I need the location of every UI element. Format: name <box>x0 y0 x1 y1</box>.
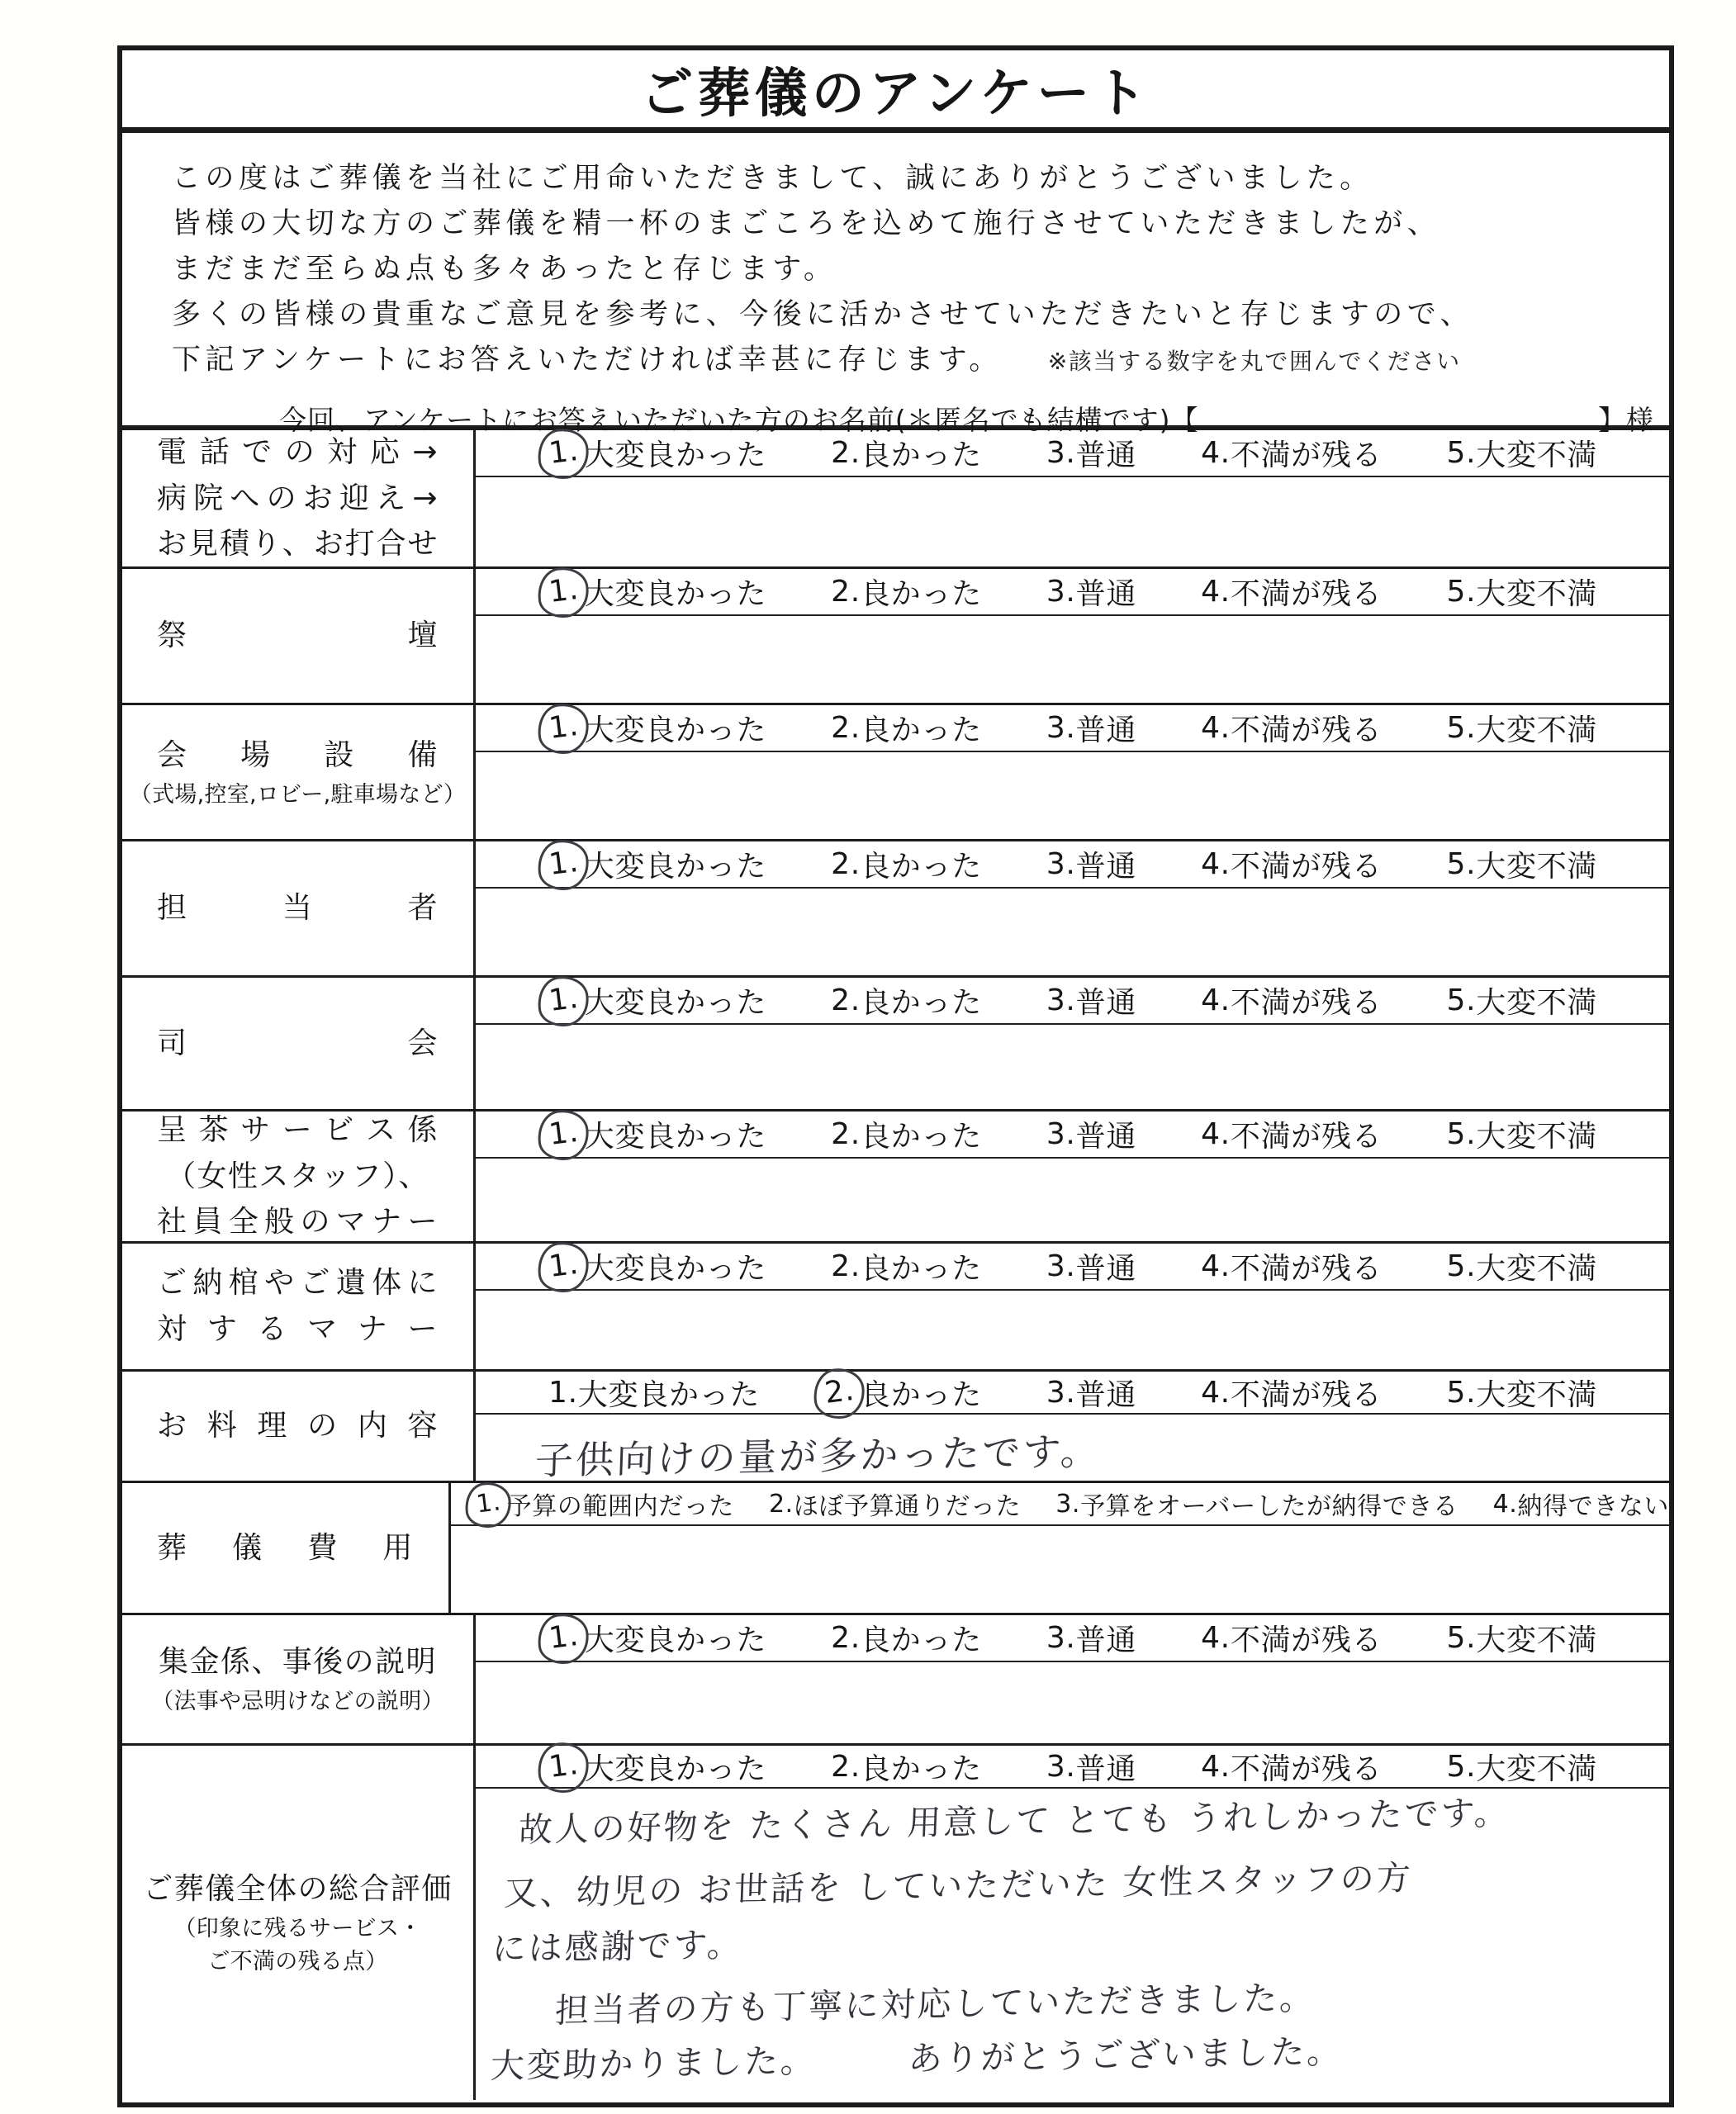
rating-label: 大変不満 <box>1476 1252 1598 1286</box>
survey-row <box>122 1241 1669 1369</box>
handwritten-comment: 又、幼児の お世話を していただいた 女性スタッフの方 <box>503 1857 1414 1914</box>
rating-option <box>1446 1113 1597 1155</box>
row-label <box>122 705 476 839</box>
rating-option <box>548 432 766 474</box>
rating-label: 大変不満 <box>1476 850 1598 884</box>
form-title-box <box>122 50 1669 133</box>
rating-option <box>1201 843 1382 885</box>
row-label-subtext: （印象に残るサービス・ <box>173 1915 422 1941</box>
handwritten-comment: 担当者の方も丁寧に対応していただきました。 <box>554 1977 1316 2031</box>
rating-option <box>831 432 982 474</box>
rating-number: 4. <box>1201 1621 1231 1655</box>
rating-label: 大変不満 <box>1476 577 1598 611</box>
row-label <box>122 1615 476 1743</box>
handdrawn-selection-circle: 1. <box>535 425 592 481</box>
rating-option <box>831 1245 982 1287</box>
row-label-line: ご葬儀全体の総合評価 <box>143 1872 453 1907</box>
rating-label: 大変良かった <box>584 1252 767 1286</box>
rating-number: 4. <box>1201 1375 1231 1410</box>
rating-number: 2. <box>831 1749 861 1784</box>
survey-row <box>122 1743 1669 2100</box>
row-label-line: （女性スタッフ）、 <box>166 1159 429 1193</box>
rating-options-line <box>476 569 1669 616</box>
rating-label: 大変良かった <box>584 1623 767 1657</box>
rating-option <box>1046 707 1136 749</box>
rating-label: 不満が残る <box>1230 1120 1383 1154</box>
rating-label: 予算の範囲内だった <box>506 1492 734 1521</box>
rating-label: 大変良かった <box>577 1377 761 1412</box>
rating-label: 大変不満 <box>1476 1751 1598 1786</box>
rating-label: 良かった <box>860 1120 982 1154</box>
handdrawn-selection-circle: 2. <box>811 1365 868 1421</box>
row-label-line: 対するマナー <box>157 1312 439 1346</box>
rating-number: 5. <box>1446 1749 1477 1784</box>
rating-option <box>548 1617 766 1659</box>
row-label <box>122 1372 476 1481</box>
handwritten-comment: 故人の好物を たくさん 用意して とても うれしかったです。 <box>518 1793 1511 1851</box>
rating-option <box>1201 1617 1382 1659</box>
rating-label: 良かった <box>860 1377 982 1412</box>
rating-number: 5. <box>1446 436 1477 470</box>
rating-label: 普通 <box>1075 713 1137 747</box>
rating-option <box>1446 432 1597 474</box>
survey-form-sheet <box>117 45 1674 2107</box>
intro-section <box>122 133 1669 436</box>
rating-option <box>1201 979 1382 1021</box>
rating-option <box>831 1746 982 1788</box>
row-label-line: 祭壇 <box>157 619 439 653</box>
rating-option <box>1446 1372 1597 1414</box>
row-label <box>122 1746 476 2100</box>
rating-option <box>1446 1617 1597 1659</box>
row-label-line: ご納棺やご遺体に <box>157 1266 439 1301</box>
survey-rows <box>122 430 1669 2100</box>
rating-number: 3. <box>1046 1249 1076 1283</box>
handdrawn-selection-circle: 1. <box>535 973 592 1029</box>
row-label-subtext: ご不満の残る点） <box>207 1949 388 1975</box>
rating-option <box>1201 1372 1382 1414</box>
rating-option <box>548 843 766 885</box>
rating-option <box>548 571 766 613</box>
row-content <box>451 1483 1669 1613</box>
rating-label: 大変良かった <box>584 438 767 472</box>
rating-number: 4. <box>1492 1489 1518 1519</box>
rating-option <box>548 1372 760 1414</box>
rating-options-line <box>476 1112 1669 1159</box>
rating-label: 予算をオーバーしたが納得できる <box>1080 1492 1459 1521</box>
rating-label: 普通 <box>1075 577 1137 611</box>
rating-label: 良かった <box>860 1252 982 1286</box>
rating-option <box>548 1113 766 1155</box>
rating-number: 4. <box>1201 575 1231 609</box>
row-content <box>476 1112 1669 1241</box>
rating-label: 大変不満 <box>1476 1623 1598 1657</box>
rating-number: 3. <box>1046 1117 1076 1151</box>
rating-number: 4. <box>1201 436 1231 470</box>
rating-label: ほぼ予算通りだった <box>793 1492 1022 1521</box>
rating-label: 普通 <box>1075 1252 1137 1286</box>
row-label <box>122 1112 476 1241</box>
rating-label: 不満が残る <box>1230 986 1383 1020</box>
rating-number: 2. <box>831 1621 861 1655</box>
comment-area <box>476 1789 1669 2100</box>
rating-option <box>831 843 982 885</box>
rating-option <box>831 1113 982 1155</box>
rating-option <box>548 1245 766 1287</box>
row-content <box>476 1244 1669 1369</box>
rating-option <box>1201 1113 1382 1155</box>
rating-option <box>831 571 982 613</box>
rating-option <box>1446 979 1597 1021</box>
rating-option <box>1493 1486 1669 1522</box>
rating-option <box>1201 707 1382 749</box>
rating-label: 大変良かった <box>584 986 767 1020</box>
survey-row <box>122 1369 1669 1484</box>
row-label-line: お見積り、お打合せ <box>157 527 439 562</box>
rating-label: 大変不満 <box>1476 438 1598 472</box>
rating-label: 良かった <box>860 1751 982 1786</box>
row-label-line: 会場設備 <box>157 737 439 772</box>
rating-number: 3. <box>1046 1375 1076 1410</box>
row-content <box>476 1372 1669 1484</box>
rating-options-line <box>476 430 1669 477</box>
rating-label: 普通 <box>1075 1751 1137 1786</box>
row-label-line: 呈茶サービス係 <box>157 1112 439 1147</box>
handdrawn-selection-circle: 1. <box>535 1739 592 1795</box>
row-content <box>476 1615 1669 1743</box>
rating-label: 良かった <box>860 850 982 884</box>
rating-label: 大変良かった <box>584 850 767 884</box>
intro-line: この度はご葬儀を当社にご用命いただきまして、誠にありがとうございました。 <box>172 162 1373 195</box>
row-label <box>122 1244 476 1369</box>
rating-option <box>1446 1746 1597 1788</box>
rating-number: 4. <box>1201 1117 1231 1151</box>
intro-line: 皆様の大切な方のご葬儀を精一杯のまごころを込めて施行させていただきましたが、 <box>172 207 1441 240</box>
rating-number: 2. <box>831 1117 861 1151</box>
rating-number: 2. <box>769 1489 794 1519</box>
intro-line: まだまだ至らぬ点も多々あったと存じます。 <box>172 253 837 286</box>
rating-number: 3. <box>1046 984 1076 1017</box>
rating-option <box>1055 1486 1458 1522</box>
rating-option <box>1201 432 1382 474</box>
rating-number: 5. <box>1446 711 1477 745</box>
rating-number: 2. <box>831 711 861 745</box>
rating-option <box>1446 843 1597 885</box>
rating-label: 大変不満 <box>1476 1377 1598 1412</box>
rating-option <box>1046 1372 1136 1414</box>
rating-number: 1. <box>548 1375 578 1410</box>
rating-label: 良かった <box>860 577 982 611</box>
rating-options-line <box>476 1615 1669 1662</box>
rating-number: 3. <box>1046 1749 1076 1784</box>
row-content <box>476 1746 1669 2100</box>
rating-label: 大変良かった <box>584 1120 767 1154</box>
handdrawn-selection-circle: 1. <box>535 1610 592 1666</box>
intro-line: 多くの皆様の貴重なご意見を参考に、今後に活かさせていただきたいと存じますので、 <box>172 298 1473 331</box>
row-label-line: 電話での対応→ <box>157 434 439 469</box>
rating-number: 5. <box>1446 847 1477 881</box>
rating-option <box>1046 1746 1136 1788</box>
rating-number: 4. <box>1201 711 1231 745</box>
row-content <box>476 841 1669 975</box>
rating-options-line <box>476 1372 1669 1415</box>
rating-label: 普通 <box>1075 1120 1137 1154</box>
rating-label: 不満が残る <box>1230 577 1383 611</box>
row-label-line: お料理の内容 <box>157 1409 439 1443</box>
rating-options-line <box>476 705 1669 752</box>
row-content <box>476 978 1669 1109</box>
survey-row <box>122 703 1669 839</box>
rating-number: 4. <box>1201 1749 1231 1784</box>
row-label <box>122 1483 451 1613</box>
rating-number: 4. <box>1201 1249 1231 1283</box>
handwritten-comment: 子供向けの量が多かったです。 <box>534 1429 1103 1484</box>
row-label-line: 社員全般のマナー <box>157 1205 439 1239</box>
rating-number: 4. <box>1201 984 1231 1017</box>
rating-label: 大変良かった <box>584 1751 767 1786</box>
survey-row <box>122 1481 1669 1613</box>
row-label-line: 司会 <box>157 1026 439 1060</box>
rating-number: 5. <box>1446 575 1477 609</box>
handdrawn-selection-circle: 1. <box>535 700 592 756</box>
row-label-line: 病院へのお迎え→ <box>157 481 439 515</box>
handwritten-comment: には感謝です。 <box>491 1924 744 1969</box>
rating-number: 3. <box>1046 575 1076 609</box>
row-label-subtext: （式場,控室,ロビー,駐車場など） <box>129 781 467 808</box>
row-label-line: 集金係、事後の説明 <box>159 1645 437 1680</box>
rating-options-line <box>476 1244 1669 1291</box>
rating-number: 5. <box>1446 984 1477 1017</box>
rating-option <box>1046 571 1136 613</box>
rating-label: 大変良かった <box>584 577 767 611</box>
rating-number: 2. <box>831 1249 861 1283</box>
handdrawn-selection-circle: 1. <box>535 564 592 620</box>
rating-label: 大変不満 <box>1476 1120 1598 1154</box>
row-content <box>476 430 1669 566</box>
rating-number: 5. <box>1446 1117 1477 1151</box>
rating-option <box>1446 1245 1597 1287</box>
handdrawn-selection-circle: 1. <box>535 1107 592 1163</box>
rating-label: 普通 <box>1075 1377 1137 1412</box>
circle-instruction-note: ※該当する数字を丸で囲んでください <box>1047 348 1461 375</box>
row-label <box>122 569 476 703</box>
rating-option <box>1201 1746 1382 1788</box>
rating-label: 大変不満 <box>1476 986 1598 1020</box>
rating-number: 3. <box>1055 1489 1081 1519</box>
name-field-suffix: 】様 <box>1598 404 1654 436</box>
rating-number: 3. <box>1046 1621 1076 1655</box>
rating-option <box>548 979 766 1021</box>
rating-option <box>1046 1245 1136 1287</box>
row-label-subtext: （法事や忌明けなどの説明） <box>151 1689 444 1715</box>
row-label <box>122 978 476 1109</box>
rating-options-line <box>476 1746 1669 1789</box>
rating-number: 5. <box>1446 1375 1477 1410</box>
rating-options-line <box>451 1483 1669 1526</box>
survey-row <box>122 566 1669 703</box>
rating-number: 2. <box>831 575 861 609</box>
rating-label: 納得できない <box>1517 1492 1669 1521</box>
rating-option <box>1446 571 1597 613</box>
rating-label: 不満が残る <box>1230 1751 1383 1786</box>
rating-label: 大変不満 <box>1476 713 1598 747</box>
rating-label: 不満が残る <box>1230 713 1383 747</box>
rating-number: 2. <box>831 847 861 881</box>
row-label-line: 葬儀費用 <box>157 1530 414 1565</box>
handdrawn-selection-circle: 1. <box>535 1239 592 1295</box>
form-title: ご葬儀のアンケート <box>640 63 1151 125</box>
rating-option <box>476 1486 734 1522</box>
handwritten-comment: 大変助かりました。 ありがとうございました。 <box>490 2031 1345 2087</box>
row-label <box>122 430 476 566</box>
rating-label: 良かった <box>860 438 982 472</box>
rating-label: 良かった <box>860 713 982 747</box>
rating-label: 普通 <box>1075 1623 1137 1657</box>
rating-option <box>831 979 982 1021</box>
rating-label: 不満が残る <box>1230 1252 1383 1286</box>
rating-number: 3. <box>1046 711 1076 745</box>
rating-number: 3. <box>1046 847 1076 881</box>
rating-label: 不満が残る <box>1230 1623 1383 1657</box>
survey-row <box>122 430 1669 566</box>
rating-option <box>769 1486 1021 1522</box>
rating-option <box>1046 432 1136 474</box>
intro-line-text: 下記アンケートにお答えいただければ幸甚に存じます。 <box>172 344 1003 377</box>
comment-area <box>476 1415 1669 1486</box>
row-label-line: 担当者 <box>157 891 439 926</box>
rating-number: 5. <box>1446 1621 1477 1655</box>
rating-number: 2. <box>831 984 861 1017</box>
survey-row <box>122 1613 1669 1743</box>
rating-option <box>1446 707 1597 749</box>
row-content <box>476 705 1669 839</box>
survey-row <box>122 1109 1669 1241</box>
rating-label: 不満が残る <box>1230 438 1383 472</box>
rating-option <box>548 1746 766 1788</box>
survey-row <box>122 839 1669 975</box>
rating-option <box>1046 1617 1136 1659</box>
rating-options-line <box>476 841 1669 889</box>
rating-option <box>1046 1113 1136 1155</box>
rating-label: 良かった <box>860 986 982 1020</box>
rating-option <box>1046 979 1136 1021</box>
rating-number: 4. <box>1201 847 1231 881</box>
rating-label: 良かった <box>860 1623 982 1657</box>
row-label <box>122 841 476 975</box>
survey-row <box>122 975 1669 1109</box>
rating-label: 不満が残る <box>1230 850 1383 884</box>
rating-options-line <box>476 978 1669 1025</box>
rating-number: 3. <box>1046 436 1076 470</box>
rating-option <box>831 1617 982 1659</box>
rating-option <box>824 1372 982 1414</box>
rating-option <box>1201 571 1382 613</box>
rating-number: 5. <box>1446 1249 1477 1283</box>
rating-label: 普通 <box>1075 850 1137 884</box>
rating-label: 大変良かった <box>584 713 767 747</box>
row-content <box>476 569 1669 703</box>
handdrawn-selection-circle: 1. <box>535 837 592 893</box>
rating-label: 普通 <box>1075 438 1137 472</box>
rating-label: 普通 <box>1075 986 1137 1020</box>
rating-option <box>1201 1245 1382 1287</box>
rating-label: 不満が残る <box>1230 1377 1383 1412</box>
rating-option <box>548 707 766 749</box>
handdrawn-selection-circle: 1. <box>462 1479 514 1529</box>
rating-number: 2. <box>831 436 861 470</box>
rating-option <box>831 707 982 749</box>
name-field-label: 今回、アンケートにお答えいただいた方のお名前(＊匿名でも結構です)【 <box>279 404 1199 436</box>
intro-line <box>172 338 1669 384</box>
rating-option <box>1046 843 1136 885</box>
